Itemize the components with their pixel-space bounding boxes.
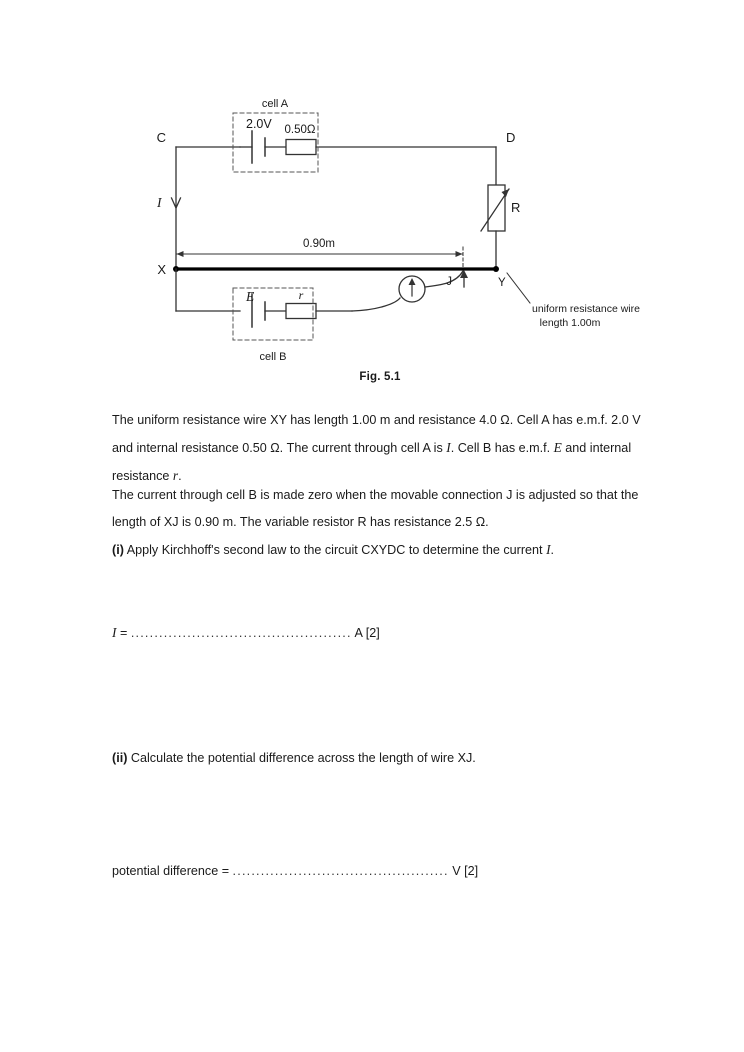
answer-i-symbol-I: I	[112, 625, 117, 640]
answer-ii-unit-marks: V [2]	[448, 864, 479, 878]
part-ii-marker: (ii)	[112, 751, 128, 765]
question-part-i	[112, 536, 652, 564]
answer-i-unit-marks: A [2]	[351, 626, 380, 640]
resistor-body-cellB	[286, 304, 316, 319]
part-i-text-part2: .	[550, 543, 555, 557]
paragraph-setup: The current through cell B is made zero when the movable connection J is adjusted so that the length of XJ is 0.90 m. The variable resistor R has resistance 2.5 Ω.	[112, 488, 639, 529]
intro-text-part3: and internal resistance	[112, 441, 632, 483]
label-dimension-xj: 0.90m	[303, 238, 335, 250]
part-i-text-part1: Apply Kirchhoff's second law to the circuit CXYDC to determine the current	[123, 543, 547, 557]
figure-caption: Fig. 5.1	[359, 371, 401, 383]
symbol-emf-E: E	[553, 440, 562, 455]
label-node-j: J	[446, 276, 452, 288]
label-variable-resistor-R: R	[511, 200, 521, 215]
label-node-y: Y	[498, 277, 506, 289]
label-cell-b-internal-resistance: r	[298, 288, 304, 302]
label-cell-b-name: cell B	[259, 351, 287, 363]
answer-line-part-ii[interactable]	[112, 864, 478, 878]
part-i-symbol-I: I	[546, 542, 551, 557]
intro-text-part4: .	[178, 469, 182, 483]
node-dot-y	[493, 266, 499, 272]
wire-curve-to-galvanometer	[352, 298, 400, 311]
leader-line-wire-note	[507, 273, 530, 303]
circuit-figure	[100, 75, 660, 395]
label-cell-b-emf: E	[246, 289, 255, 304]
part-i-marker: (i)	[112, 543, 124, 557]
part-ii-text: Calculate the potential difference across the length of wire XJ.	[127, 751, 476, 765]
label-current-I: I	[157, 195, 162, 210]
symbol-current-I: I	[446, 440, 451, 455]
paragraph-intro	[112, 407, 652, 490]
answer-ii-label: potential difference =	[112, 864, 233, 878]
answer-ii-dotted-line[interactable]: ..............................................	[232, 864, 449, 878]
label-node-d: D	[506, 130, 516, 145]
label-wire-note-line2: length 1.00m	[539, 317, 601, 329]
answer-line-part-i[interactable]	[112, 625, 380, 641]
label-wire-note-line1: uniform resistance wire	[532, 303, 640, 315]
answer-i-equals: =	[116, 626, 131, 640]
label-cell-a-emf: 2.0V	[246, 117, 272, 131]
intro-text-part1: The uniform resistance wire XY has length 1.00 m and resistance 4.0 Ω. Cell A has e.m.f. 2.0 V and internal resistance 0.50 Ω. The current through cell A is	[112, 413, 641, 455]
label-node-x: X	[157, 262, 166, 277]
resistor-body-cellA	[286, 140, 316, 155]
intro-text-part2: . Cell B has e.m.f.	[450, 441, 554, 455]
label-cell-a-name: cell A	[261, 98, 289, 110]
label-node-c: C	[156, 130, 166, 145]
wire-curve-to-j	[425, 271, 463, 287]
label-cell-a-internal-resistance: 0.50Ω	[284, 124, 316, 136]
answer-i-dotted-line[interactable]: ...............................................	[130, 626, 352, 640]
question-part-ii	[112, 745, 652, 772]
symbol-internal-resistance-r: r	[172, 468, 179, 483]
